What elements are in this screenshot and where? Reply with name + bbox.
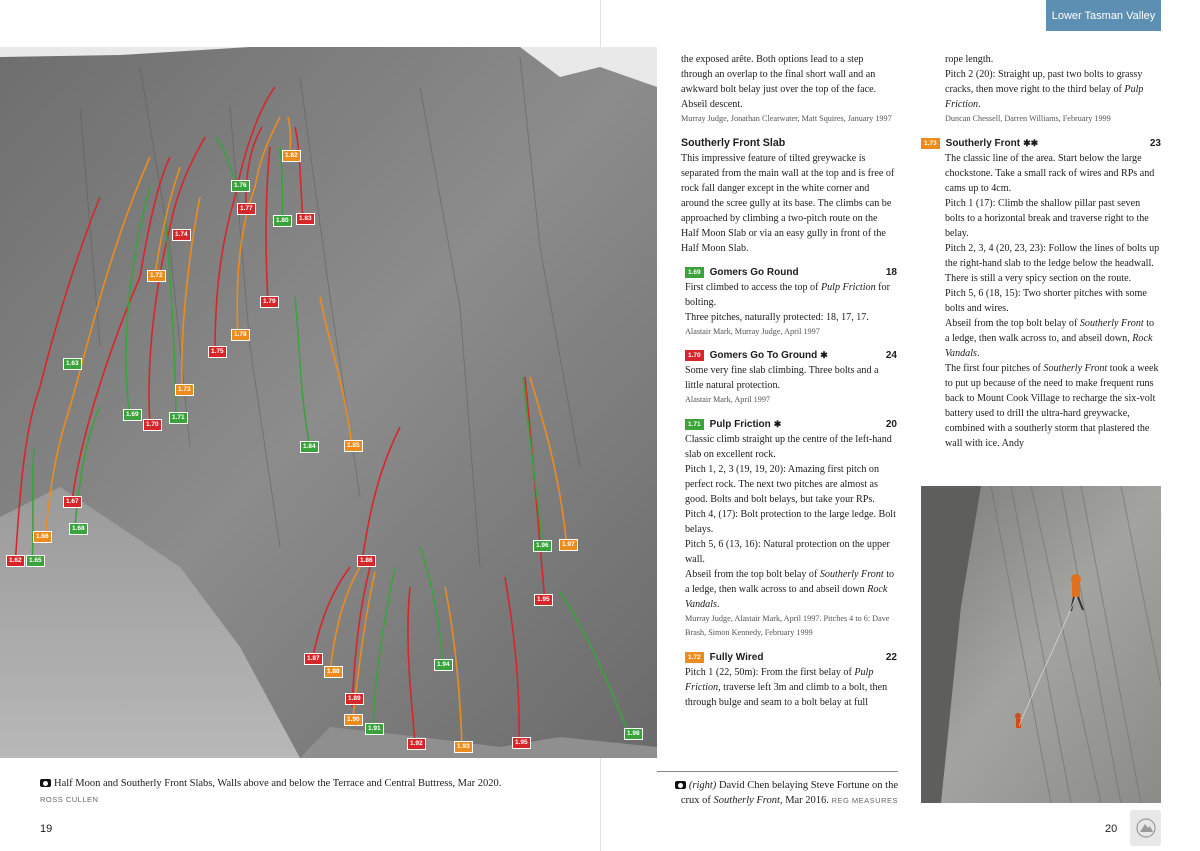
route-authors: Alastair Mark, Murray Judge, April 1997 xyxy=(685,326,820,336)
text-column-1 xyxy=(681,52,897,710)
intro-paragraph: the exposed arête. Both options lead to a step through an overlap to the final short wall and an awkward bolt belay just over the top of the face. Abseil descent. xyxy=(681,54,877,110)
route-authors: Alastair Mark, April 1997 xyxy=(685,395,771,404)
camera-icon xyxy=(40,779,51,787)
intro-authors: Murray Judge, Jonathan Clearwater, Matt Squires, January 1997 xyxy=(681,114,892,123)
route-heading xyxy=(921,136,1161,151)
route-tag-1.85: 1.85 xyxy=(344,440,363,452)
route-pitch: Pitch 1, 2, 3 (19, 19, 20): Amazing first pitch on perfect rock. The next two pitches are almost as good. Bolts and bolt belays, but take your RPs. xyxy=(685,463,880,505)
route-tag-1.95: 1.95 xyxy=(512,737,531,749)
route-descent: Abseil from the top bolt belay of Southerly Front to a ledge, then walk across to, and abseil down, Rock Vandals. xyxy=(945,317,1155,359)
route-name: Fully Wired xyxy=(709,651,764,663)
route-tag-1.75: 1.75 xyxy=(208,346,227,358)
route-grade: 22 xyxy=(885,651,897,663)
route-grade: 23 xyxy=(1149,137,1161,149)
route-pitch: Pitch 2, 3, 4 (20, 23, 23): Follow the lines of bolts up the right-hand slab to the ledge below the headwall. There is still a very spicy section on the route. xyxy=(945,242,1160,284)
route-tag-1.98: 1.98 xyxy=(624,728,643,740)
route-tag-1.95: 1.95 xyxy=(534,594,553,606)
route-name: Gomers Go To Ground xyxy=(709,350,818,361)
photo2-caption: (right) David Chen belaying Steve Fortune on the crux of Southerly Front, Mar 2016. REG MEASURES xyxy=(668,778,898,808)
route-tag-1.80: 1.80 xyxy=(273,215,292,227)
topo-photo xyxy=(0,47,657,758)
route-tag-1.79: 1.79 xyxy=(260,296,279,308)
route-tag-1.94: 1.94 xyxy=(434,659,453,671)
route-tag-1.68: 1.68 xyxy=(69,523,88,535)
route-heading xyxy=(685,265,897,280)
route-tag-1.69: 1.69 xyxy=(123,409,142,421)
route-pitch: Pitch 1 (22, 50m): From the first belay of Pulp Friction, traverse left 3m and climb to a bolt, then through bulge and seam to a bolt belay at full xyxy=(685,666,888,708)
route-authors: Duncan Chessell, Darren Williams, February 1999 xyxy=(945,114,1111,123)
route-tag-1.74: 1.74 xyxy=(172,229,191,241)
route-pitch: Pitch 5, 6 (18, 15): Two shorter pitches with some bolts and wires. xyxy=(945,287,1147,314)
route-authors: Murray Judge, Alastair Mark, April 1997. Pitches 4 to 6: Dave Brash, Simon Kennedy, February 1999 xyxy=(685,613,890,637)
route-tag-1.88: 1.88 xyxy=(324,666,343,678)
route-history: The first four pitches of Southerly Front took a week to put up because of the need to make frequent runs back to Mount Cook Village to recharge the six-volt battery used to drill the ultra-hard greywacke, combined with a southerly storm that plastered the wall with ice. Andy xyxy=(945,362,1159,449)
route-heading xyxy=(685,650,897,665)
route-lines xyxy=(0,47,657,758)
right-page-number: 20 xyxy=(1105,823,1118,835)
route-description: Classic climb straight up the centre of the left-hand slab on excellent rock. xyxy=(685,433,892,460)
route-tag-1.96: 1.96 xyxy=(533,540,552,552)
route-name: Pulp Friction xyxy=(709,418,771,430)
star-icon: ✱ xyxy=(773,418,782,429)
star-icon: ✱✱ xyxy=(1023,137,1039,148)
route-badge: 1.71 xyxy=(685,419,704,430)
camera-icon xyxy=(675,781,686,789)
route-tag-1.78: 1.78 xyxy=(231,329,250,341)
route-tag-1.87: 1.87 xyxy=(304,653,323,665)
continued-text: rope length. xyxy=(945,54,994,65)
route-description: Some very fine slab climbing. Three bolts and a little natural protection. xyxy=(685,365,879,391)
route-tag-1.62: 1.62 xyxy=(6,555,25,567)
route-name: Southerly Front xyxy=(945,137,1021,149)
photo-credit: ROSS CULLEN xyxy=(40,795,99,804)
route-tag-1.93: 1.93 xyxy=(454,741,473,753)
route-description: First climbed to access the top of Pulp Friction for bolting. xyxy=(685,281,890,308)
photo-caption: Half Moon and Southerly Front Slabs, Walls above and below the Terrace and Central Buttress, Mar 2020. xyxy=(40,778,501,789)
route-tag-1.89: 1.89 xyxy=(345,693,364,705)
caption-rule xyxy=(657,771,898,772)
route-tag-1.86: 1.86 xyxy=(357,555,376,567)
publisher-logo xyxy=(1130,810,1161,846)
route-tag-1.77: 1.77 xyxy=(237,203,256,215)
route-heading xyxy=(685,348,897,363)
route-badge: 1.69 xyxy=(685,267,704,278)
route-pitches: Three pitches, naturally protected: 18, 17, 17. xyxy=(685,311,869,323)
route-badge: 1.70 xyxy=(685,350,704,361)
climber-photo xyxy=(921,486,1161,803)
route-pitch: Pitch 4, (17): Bolt protection to the large ledge. Bolt belays. xyxy=(685,508,896,535)
route-tag-1.91: 1.91 xyxy=(365,723,384,735)
mountain-icon xyxy=(1136,818,1156,838)
route-badge: 1.73 xyxy=(921,138,940,149)
route-tag-1.92: 1.92 xyxy=(407,738,426,750)
route-tag-1.84: 1.84 xyxy=(300,441,319,453)
route-pitch: Pitch 5, 6 (13, 16): Natural protection on the upper wall. xyxy=(685,538,890,565)
section-heading: Southerly Front Slab xyxy=(681,136,786,149)
route-tag-1.82: 1.82 xyxy=(282,150,301,162)
route-tag-1.70: 1.70 xyxy=(143,419,162,431)
route-descent: Abseil from the top bolt belay of Southerly Front to a ledge, then walk across to and abseil down Rock Vandals. xyxy=(685,568,895,610)
climber-photo-graphic xyxy=(921,486,1161,803)
route-grade: 24 xyxy=(885,350,897,361)
left-page-number: 19 xyxy=(40,823,53,835)
route-tag-1.66: 1.66 xyxy=(33,531,52,543)
route-badge: 1.72 xyxy=(685,652,704,663)
section-description: This impressive feature of tilted greywacke is separated from the main wall at the top and is free of rock fall danger except in the white corner and around the scree gully at its base. The climbs can be approached by climbing a two-pitch route on the Half Moon Slab or via an easy gully in front of the Half Moon Slab. xyxy=(681,152,895,254)
route-tag-1.67: 1.67 xyxy=(63,496,82,508)
route-heading xyxy=(685,417,897,432)
route-pitch: Pitch 2 (20): Straight up, past two bolts to grassy cracks, then move right to the third belay of Pulp Friction. xyxy=(945,69,1144,110)
route-tag-1.90: 1.90 xyxy=(344,714,363,726)
section-tab: Lower Tasman Valley xyxy=(1046,0,1161,31)
route-description: The classic line of the area. Start below the large chockstone. Take a small rack of wires and RPs and cams up to 4cm. xyxy=(945,152,1155,194)
route-tag-1.76: 1.76 xyxy=(231,180,250,192)
route-pitch: Pitch 1 (17): Climb the shallow pillar past seven bolts to a horizontal break and traverse right to the belay. xyxy=(945,197,1149,239)
route-name: Gomers Go Round xyxy=(709,266,799,278)
route-tag-1.97: 1.97 xyxy=(559,539,578,551)
route-tag-1.83: 1.83 xyxy=(296,213,315,225)
text-column-2 xyxy=(924,52,1161,451)
route-tag-1.65: 1.65 xyxy=(26,555,45,567)
star-icon: ✱ xyxy=(820,350,828,360)
route-grade: 18 xyxy=(885,266,897,278)
route-tag-1.71: 1.71 xyxy=(169,412,188,424)
route-tag-1.72: 1.72 xyxy=(147,270,166,282)
route-tag-1.73: 1.73 xyxy=(175,384,194,396)
route-tag-1.63: 1.63 xyxy=(63,358,82,370)
route-grade: 20 xyxy=(885,418,897,430)
